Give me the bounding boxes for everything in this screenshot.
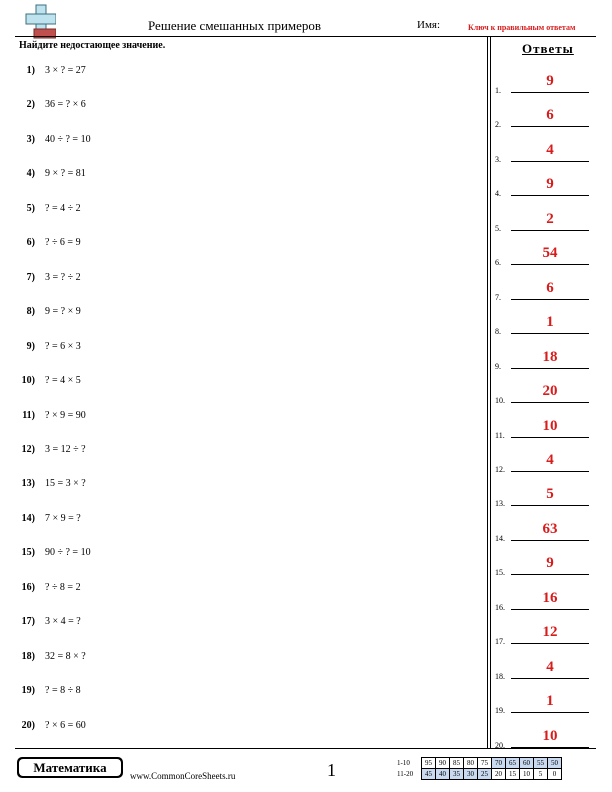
answer-number: 6. bbox=[495, 258, 501, 268]
problem-number: 20) bbox=[21, 719, 35, 731]
problem-number: 6) bbox=[26, 237, 35, 249]
answer-line bbox=[511, 402, 589, 403]
score-row-label: 1-10 bbox=[397, 759, 410, 767]
problem-item bbox=[0, 272, 480, 288]
answer-value: 9 bbox=[546, 73, 554, 89]
problem-number: 18) bbox=[21, 650, 35, 662]
problem-expression: 90 ÷ ? = 10 bbox=[45, 547, 91, 559]
score-cell: 85 bbox=[450, 758, 464, 769]
problem-number: 8) bbox=[26, 306, 35, 318]
answer-item bbox=[494, 517, 594, 543]
score-cell: 55 bbox=[534, 758, 548, 769]
score-cell: 60 bbox=[520, 758, 534, 769]
problem-expression: 3 × ? = 27 bbox=[45, 65, 86, 76]
score-cell: 5 bbox=[534, 769, 548, 780]
answer-line bbox=[511, 230, 589, 231]
answer-value: 5 bbox=[546, 486, 554, 503]
score-row bbox=[397, 758, 562, 769]
answer-value: 10 bbox=[542, 417, 558, 434]
problem-expression: 9 × ? = 81 bbox=[45, 168, 86, 180]
answer-line bbox=[511, 126, 589, 127]
score-cell: 90 bbox=[436, 758, 450, 769]
answer-item bbox=[494, 345, 594, 371]
problem-item bbox=[0, 651, 480, 667]
score-cell: 20 bbox=[492, 769, 506, 780]
problem-number: 17) bbox=[21, 616, 35, 628]
worksheet-title: Решение смешанных примеров bbox=[148, 18, 322, 33]
score-cell: 0 bbox=[548, 769, 562, 780]
problem-item bbox=[0, 444, 480, 460]
answer-item bbox=[494, 310, 594, 336]
problem-item bbox=[0, 375, 480, 391]
answer-value: 2 bbox=[546, 210, 554, 227]
answer-item bbox=[494, 482, 594, 508]
answer-number: 17. bbox=[495, 637, 505, 647]
score-cell: 10 bbox=[520, 769, 534, 780]
score-cell: 30 bbox=[464, 769, 478, 780]
problem-expression: 7 × 9 = ? bbox=[45, 512, 81, 524]
answer-number: 9. bbox=[495, 361, 501, 371]
problem-number: 10) bbox=[21, 375, 35, 387]
problem-expression: ? ÷ 6 = 9 bbox=[45, 237, 81, 249]
problem-expression: ? = 8 ÷ 8 bbox=[45, 685, 81, 697]
score-cell: 50 bbox=[548, 758, 562, 769]
problem-expression: ? ÷ 8 = 2 bbox=[45, 581, 81, 593]
problem-item bbox=[0, 616, 480, 632]
answer-line bbox=[511, 678, 589, 679]
answer-number: 18. bbox=[495, 671, 505, 681]
answer-value: 9 bbox=[546, 176, 554, 193]
answer-number: 11. bbox=[495, 430, 505, 440]
answer-value: 1 bbox=[546, 693, 554, 710]
problem-expression: ? = 4 ÷ 2 bbox=[45, 202, 81, 214]
subject-label: Математика bbox=[19, 759, 121, 776]
instruction: Найдите недостающее значение. bbox=[19, 40, 166, 51]
problem-expression: ? = 4 × 5 bbox=[45, 375, 81, 387]
problem-expression: 3 = 12 ÷ ? bbox=[45, 443, 86, 455]
answer-line bbox=[511, 643, 589, 644]
answer-line bbox=[511, 299, 589, 300]
answer-value: 4 bbox=[546, 658, 554, 675]
answer-column-divider bbox=[487, 37, 488, 748]
header-divider bbox=[15, 36, 596, 37]
answer-line bbox=[511, 368, 589, 369]
answer-line bbox=[511, 333, 589, 334]
answer-number: 13. bbox=[495, 499, 505, 509]
answer-value: 54 bbox=[542, 245, 558, 262]
problem-number: 3) bbox=[26, 133, 35, 145]
plus-logo-icon bbox=[24, 3, 56, 39]
score-cell: 95 bbox=[422, 758, 436, 769]
answer-number: 3. bbox=[495, 154, 501, 164]
answer-value: 12 bbox=[542, 624, 558, 641]
problem-expression: ? × 9 = 90 bbox=[45, 409, 86, 421]
score-cell: 75 bbox=[478, 758, 492, 769]
problem-expression: 32 = 8 × ? bbox=[45, 650, 86, 662]
answer-key-label: Ключ к правильным ответам bbox=[468, 23, 576, 32]
answer-value: 63 bbox=[542, 520, 558, 537]
problem-number: 19) bbox=[21, 685, 35, 697]
problem-item bbox=[0, 168, 480, 184]
problem-expression: ? = 6 × 3 bbox=[45, 340, 81, 352]
problem-item bbox=[0, 720, 480, 736]
answer-value: 6 bbox=[546, 107, 554, 124]
answer-number: 10. bbox=[495, 396, 505, 406]
problem-number: 9) bbox=[26, 340, 35, 352]
page-number: 1 bbox=[327, 760, 336, 780]
problem-item bbox=[0, 513, 480, 529]
answer-column-divider-inner bbox=[490, 37, 491, 748]
problem-number: 4) bbox=[26, 168, 35, 180]
answer-line bbox=[511, 195, 589, 196]
answer-item bbox=[494, 276, 594, 302]
problem-expression: ? × 6 = 60 bbox=[45, 719, 86, 731]
name-label: Имя: bbox=[417, 19, 441, 31]
problem-number: 1) bbox=[26, 65, 35, 76]
answer-number: 8. bbox=[495, 327, 501, 337]
problem-expression: 40 ÷ ? = 10 bbox=[45, 133, 91, 145]
problem-item bbox=[0, 134, 480, 150]
answer-value: 1 bbox=[546, 314, 554, 331]
problem-item bbox=[0, 203, 480, 219]
answer-line bbox=[511, 747, 589, 748]
problem-number: 16) bbox=[21, 581, 35, 593]
answer-item bbox=[494, 69, 594, 95]
answer-value: 18 bbox=[542, 348, 558, 365]
answer-number: 5. bbox=[495, 223, 501, 233]
problem-number: 11) bbox=[22, 409, 35, 421]
answer-number: 1. bbox=[495, 86, 501, 95]
answer-item bbox=[494, 620, 594, 646]
problem-item bbox=[0, 99, 480, 115]
answer-item bbox=[494, 207, 594, 233]
score-cell: 15 bbox=[506, 769, 520, 780]
answer-item bbox=[494, 414, 594, 440]
subject-badge bbox=[17, 757, 123, 778]
problem-expression: 36 = ? × 6 bbox=[45, 99, 86, 111]
problem-item bbox=[0, 547, 480, 563]
answer-number: 15. bbox=[495, 568, 505, 578]
answer-line bbox=[511, 437, 589, 438]
problem-number: 14) bbox=[21, 512, 35, 524]
problem-number: 15) bbox=[21, 547, 35, 559]
score-cell: 70 bbox=[492, 758, 506, 769]
answer-item bbox=[494, 551, 594, 577]
answer-number: 14. bbox=[495, 533, 505, 543]
answers-title: Ответы bbox=[522, 41, 574, 56]
answer-number: 7. bbox=[495, 292, 501, 302]
answer-value: 10 bbox=[542, 727, 558, 744]
score-cell: 65 bbox=[506, 758, 520, 769]
score-row bbox=[397, 769, 562, 780]
score-cell: 35 bbox=[450, 769, 464, 780]
answer-value: 20 bbox=[542, 383, 558, 400]
answer-value: 4 bbox=[546, 141, 554, 158]
site-url: www.CommonCoreSheets.ru bbox=[130, 771, 236, 781]
problem-number: 13) bbox=[21, 478, 35, 490]
answer-item bbox=[494, 586, 594, 612]
problem-item bbox=[0, 685, 480, 701]
answer-item bbox=[494, 241, 594, 267]
answer-item bbox=[494, 172, 594, 198]
answer-number: 16. bbox=[495, 602, 505, 612]
score-row-label: 11-20 bbox=[397, 770, 414, 778]
problem-item bbox=[0, 582, 480, 598]
answer-value: 4 bbox=[546, 451, 554, 468]
problem-item bbox=[0, 410, 480, 426]
problem-number: 12) bbox=[21, 443, 35, 455]
answer-number: 2. bbox=[495, 120, 501, 130]
answer-line bbox=[511, 609, 589, 610]
answer-value: 16 bbox=[542, 589, 558, 606]
score-table bbox=[397, 757, 562, 780]
answer-line bbox=[511, 540, 589, 541]
score-cell: 40 bbox=[436, 769, 450, 780]
problem-number: 2) bbox=[26, 99, 35, 111]
score-cell: 80 bbox=[464, 758, 478, 769]
answer-number: 19. bbox=[495, 706, 505, 716]
score-cell: 25 bbox=[478, 769, 492, 780]
problem-item bbox=[0, 341, 480, 357]
answer-line bbox=[511, 712, 589, 713]
answer-value: 9 bbox=[546, 555, 554, 572]
answer-line bbox=[511, 92, 589, 93]
problem-expression: 9 = ? × 9 bbox=[45, 306, 81, 318]
problem-item bbox=[0, 65, 480, 81]
score-cell: 45 bbox=[422, 769, 436, 780]
problem-expression: 3 × 4 = ? bbox=[45, 616, 81, 628]
answer-line bbox=[511, 471, 589, 472]
answer-line bbox=[511, 264, 589, 265]
problem-item bbox=[0, 306, 480, 322]
answer-line bbox=[511, 574, 589, 575]
answer-line bbox=[511, 161, 589, 162]
answer-item bbox=[494, 689, 594, 715]
problem-expression: 3 = ? ÷ 2 bbox=[45, 271, 81, 283]
problem-number: 7) bbox=[26, 271, 35, 283]
answer-number: 4. bbox=[495, 189, 501, 199]
answer-item bbox=[494, 138, 594, 164]
answer-number: 12. bbox=[495, 464, 505, 474]
answer-line bbox=[511, 505, 589, 506]
answer-item bbox=[494, 448, 594, 474]
problem-expression: 15 = 3 × ? bbox=[45, 478, 86, 490]
answer-item bbox=[494, 655, 594, 681]
answer-item bbox=[494, 724, 594, 750]
answer-item bbox=[494, 103, 594, 129]
problem-item bbox=[0, 237, 480, 253]
answer-value: 6 bbox=[546, 279, 554, 296]
problem-number: 5) bbox=[26, 202, 35, 214]
problem-item bbox=[0, 478, 480, 494]
answer-item bbox=[494, 379, 594, 405]
answer-number: 20. bbox=[495, 740, 505, 750]
